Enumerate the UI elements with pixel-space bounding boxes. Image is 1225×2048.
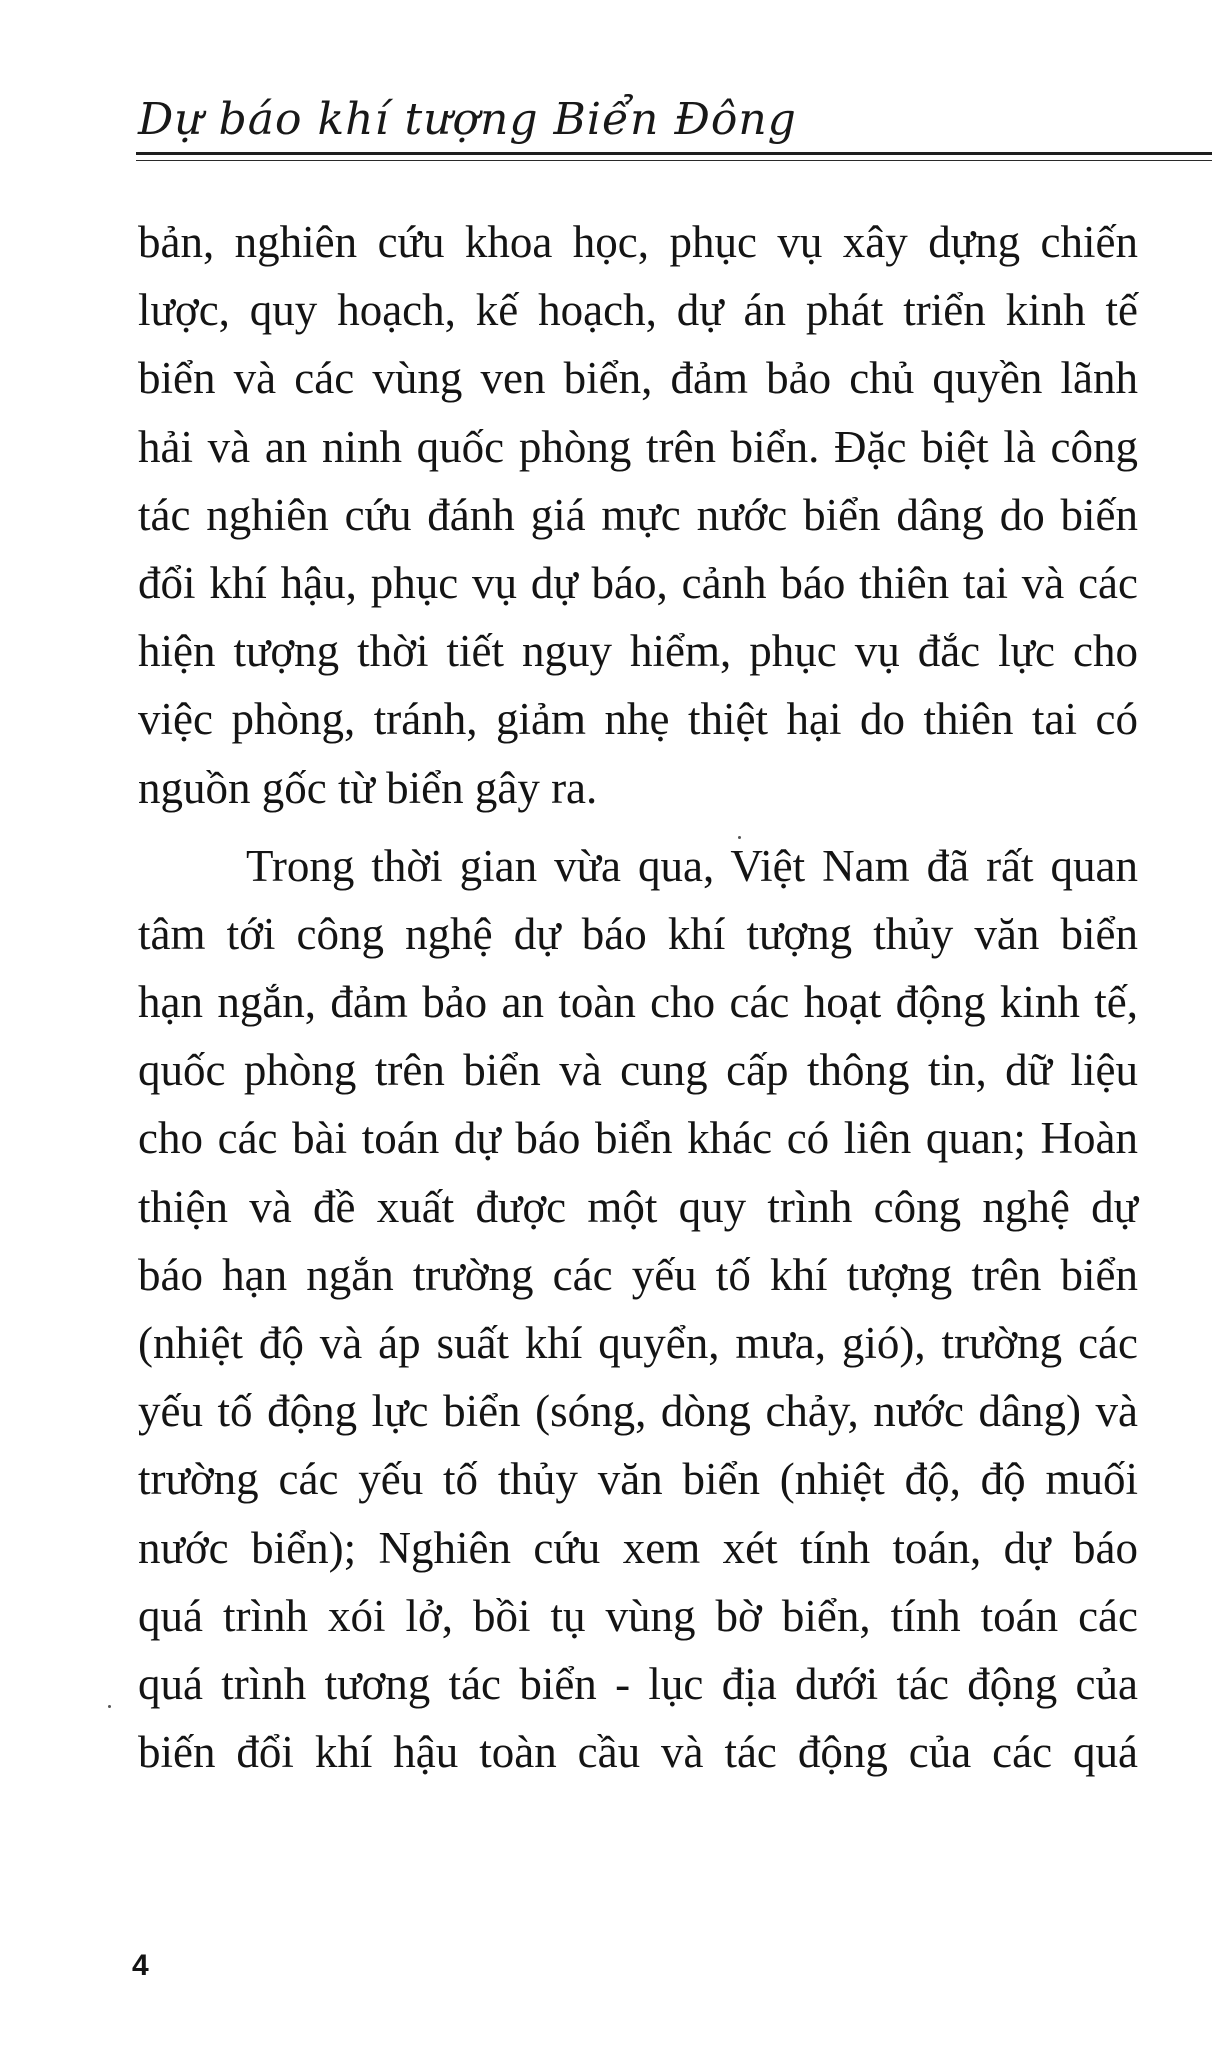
text-line: biến đổi khí hậu toàn cầu và tác động của các quá xyxy=(138,1727,1138,1778)
text-line: bản, nghiên cứu khoa học, phục vụ xây dựng chiến xyxy=(138,217,1138,267)
text-line: đổi khí hậu, phục vụ dự báo, cảnh báo thiên tai và các xyxy=(138,557,1138,608)
text-line: quốc phòng trên biển và cung cấp thông tin, dữ liệu xyxy=(138,1045,1138,1096)
text-line: trường các yếu tố thủy văn biển (nhiệt độ, độ muối xyxy=(138,1454,1138,1505)
text-line: cho các bài toán dự báo biển khác có liên quan; Hoàn xyxy=(138,1113,1138,1164)
header-rule-thick xyxy=(136,152,1212,155)
text-line: hạn ngắn, đảm bảo an toàn cho các hoạt động kinh tế, xyxy=(138,977,1138,1028)
text-line: lược, quy hoạch, kế hoạch, dự án phát triển kinh tế xyxy=(138,285,1138,336)
scan-speck xyxy=(108,1705,111,1708)
text-line: (nhiệt độ và áp suất khí quyển, mưa, gió), trường các xyxy=(138,1318,1138,1368)
scan-speck xyxy=(738,836,741,839)
header-rule-thin xyxy=(136,160,1212,161)
text-line: thiện và đề xuất được một quy trình công nghệ dự xyxy=(138,1181,1138,1232)
text-line: Trong thời gian vừa qua, Việt Nam đã rất quan xyxy=(246,840,1138,891)
body-text xyxy=(138,208,1138,1786)
paragraph-1 xyxy=(138,208,1138,822)
text-line: biển và các vùng ven biển, đảm bảo chủ quyền lãnh xyxy=(138,353,1138,404)
running-head-title: Dự báo khí tượng Biển Đông xyxy=(138,94,797,145)
text-line: quá trình tương tác biển - lục địa dưới tác động của xyxy=(138,1658,1138,1709)
text-line: nguồn gốc từ biển gây ra. xyxy=(138,762,598,813)
paragraph-spacing xyxy=(138,822,1138,832)
page-number: 4 xyxy=(132,1949,149,1982)
text-line: hiện tượng thời tiết nguy hiểm, phục vụ đắc lực cho xyxy=(138,626,1138,677)
paragraph-2 xyxy=(138,832,1138,1787)
text-line: quá trình xói lở, bồi tụ vùng bờ biển, tính toán các xyxy=(138,1590,1138,1641)
text-line: hải và an ninh quốc phòng trên biển. Đặc biệt là công xyxy=(138,421,1138,472)
text-line: việc phòng, tránh, giảm nhẹ thiệt hại do thiên tai có xyxy=(138,694,1138,745)
text-line: tâm tới công nghệ dự báo khí tượng thủy văn biển xyxy=(138,908,1138,959)
text-line: yếu tố động lực biển (sóng, dòng chảy, nước dâng) và xyxy=(138,1386,1138,1437)
text-line: báo hạn ngắn trường các yếu tố khí tượng trên biển xyxy=(138,1249,1138,1300)
text-line: nước biển); Nghiên cứu xem xét tính toán, dự báo xyxy=(138,1522,1138,1573)
text-line: tác nghiên cứu đánh giá mực nước biển dâng do biến xyxy=(138,489,1138,540)
